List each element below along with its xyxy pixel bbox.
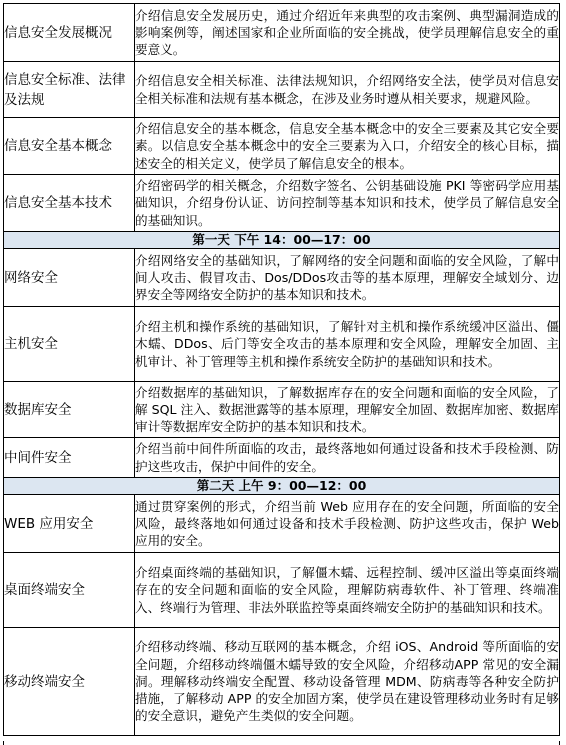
table-row (4, 628, 560, 736)
course-topic: 网络安全 (4, 249, 135, 307)
course-topic: 主机安全 (4, 307, 135, 382)
table-row (4, 175, 560, 232)
course-topic: 信息安全标准、法律及法规 (4, 62, 135, 118)
course-description: 通过贯穿案例的形式，介绍当前 Web 应用存在的安全问题，所面临的安全风险，最终落地如何通过设备和技术手段检测、防护这些攻击，保护 Web 应用的安全。 (135, 495, 560, 553)
course-description: 介绍主机和操作系统的基础知识，了解针对主机和操作系统缓冲区溢出、僵木蠕、DDos、后门等安全攻击的基本原理和安全风险，理解安全加固、主机审计、补丁管理等主机和操作系统安全防护的基础知识和技术。 (135, 307, 560, 382)
table-continuation (3, 741, 560, 745)
table-row (4, 249, 560, 307)
course-topic: 信息安全基本概念 (4, 118, 135, 175)
table-row (4, 553, 560, 628)
course-description: 介绍信息安全的基本概念，信息安全基本概念中的安全三要素及其它安全要素。以信息安全基本概念中的安全三要素为入口，介绍安全的核心目标，描述安全的相关定义，使学员了解信息安全的根本。 (135, 118, 560, 175)
course-schedule-table (3, 3, 560, 736)
course-description: 介绍桌面终端的基础知识，了解僵木蠕、远程控制、缓冲区溢出等桌面终端存在的安全问题和面临的安全风险，理解防病毒软件、补丁管理、终端准入、终端行为管理、非法外联监控等桌面终端安全防护的基础知识和技术。 (135, 553, 560, 628)
table-row (4, 4, 560, 62)
course-topic: WEB 应用安全 (4, 495, 135, 553)
course-topic: 桌面终端安全 (4, 553, 135, 628)
course-description: 介绍信息安全发展历史，通过介绍近年来典型的攻击案例、典型漏洞造成的影响案例等，阐述国家和企业所面临的安全挑战，使学员理解信息安全的重要意义。 (135, 4, 560, 62)
table-row (4, 118, 560, 175)
course-topic: 中间件安全 (4, 438, 135, 478)
course-description: 介绍网络安全的基础知识，了解网络的安全问题和面临的安全风险，了解中间人攻击、假冒攻击、Dos/DDos攻击等的基本原理，理解安全域划分、边界安全等网络安全防护的基本知识和技术。 (135, 249, 560, 307)
table-row (4, 307, 560, 382)
session-time-label: 第一天 下午 14：00—17：00 (4, 232, 560, 249)
session-time-label: 第二天 上午 9：00—12：00 (4, 478, 560, 495)
course-topic: 信息安全发展概况 (4, 4, 135, 62)
table-row (4, 495, 560, 553)
course-description: 介绍信息安全相关标准、法律法规知识，介绍网络安全法，使学员对信息安全相关标准和法规有基本概念，在涉及业务时遵从相关要求，规避风险。 (135, 62, 560, 118)
course-topic: 移动终端安全 (4, 628, 135, 736)
course-topic: 信息安全基本技术 (4, 175, 135, 232)
table-row (4, 438, 560, 478)
course-description: 介绍密码学的相关概念，介绍数字签名、公钥基础设施 PKI 等密码学应用基础知识，介绍身份认证、访问控制等基本知识和技术，使学员了解信息安全的基础知识。 (135, 175, 560, 232)
course-description: 介绍移动终端、移动互联网的基本概念，介绍 iOS、Android 等所面临的安全问题，介绍移动终端僵木蠕导致的安全风险，介绍移动APP 常见的安全漏洞。理解移动终端安全配置、移动设备管理 MDM、防病毒等各种安全防护措施，了解移动 APP 的安全加固方案，使学员在建设管理移动业务时有足够的安全意识，避免产生类似的安全问题。 (135, 628, 560, 736)
session-header-row (4, 232, 560, 249)
table-row (4, 382, 560, 438)
course-topic: 数据库安全 (4, 382, 135, 438)
table-row (4, 62, 560, 118)
course-description: 介绍当前中间件所面临的攻击，最终落地如何通过设备和技术手段检测、防护这些攻击，保护中间件的安全。 (135, 438, 560, 478)
course-description: 介绍数据库的基础知识，了解数据库存在的安全问题和面临的安全风险，了解 SQL 注入、数据泄露等的基本原理，理解安全加固、数据库加密、数据库审计等数据库安全防护的基本知识和技术。 (135, 382, 560, 438)
session-header-row (4, 478, 560, 495)
